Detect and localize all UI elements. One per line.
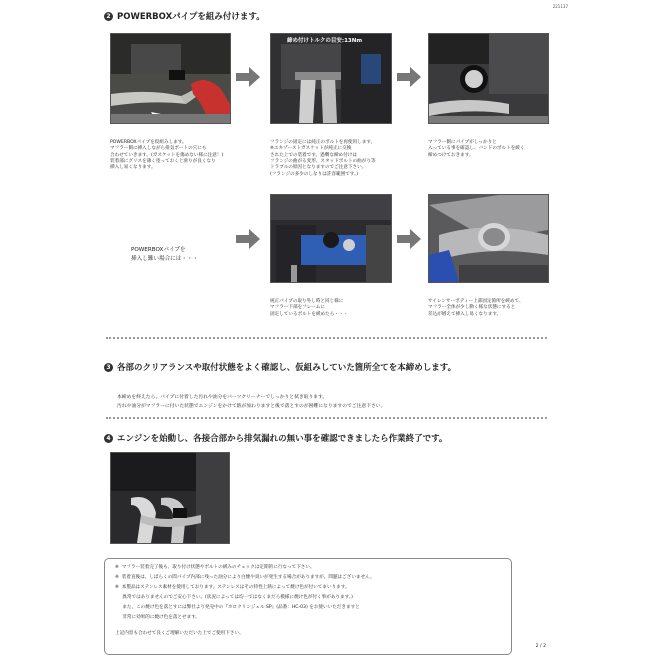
note-line: また、この焼け色を落とすには弊社より発売中の『ホロクリンジェル SP』(品番：HC-03) をお使いいただきますと [115, 605, 360, 610]
note-line: 異常ではありませんのでご安心下さい。(状況によっては均一ではなくまだら模様に焼け色が付く事があります。) [115, 595, 353, 600]
caption-3: マフラー側にパイプがしっかりと 入っている事を確認し、バンドのボルトを緩く 締めつけておきます。 [428, 139, 525, 158]
photo-silencer-image [429, 195, 548, 282]
photo-pipe-install-image [111, 34, 230, 123]
step2-title-text: POWERBOXパイプを組み付けます。 [117, 12, 265, 22]
notes-box [104, 558, 512, 655]
note-line: ※ マフラー装着完了後も、取り付け状態やボルトの緩みのチェックは定期的に行なって下さい。 [115, 565, 315, 570]
photo-frame-bolt-image [271, 195, 391, 282]
step4-title-text: エンジンを始動し、各接合部から排気漏れの無い事を確認できましたら作業終了です。 [117, 434, 448, 444]
hard-to-insert-text: POWERBOXパイプを 挿入し難い場合には・・・ [131, 247, 199, 262]
photo-band-bolt [428, 33, 549, 124]
step-number-badge: 2 [104, 12, 113, 21]
step3-title-text: 各部のクリアランスや取付状態をよく確認し、仮組みしていた箇所全てを本締めします。 [117, 363, 457, 373]
section-divider [106, 417, 547, 419]
step4-title [104, 432, 447, 444]
photo-flange-bolt [270, 33, 392, 124]
photo-finished-exhaust [110, 452, 230, 544]
section-divider [106, 337, 547, 339]
step3-body: 本締めを終えたら、パイプに付着した汚れや油分をパーツクリーナーでしっかりと拭き取ります。 汚れや油分がマフラーに付いた状態でエンジンをかけて熱が加わりますと後で落とすのが困難になりますのでご注意下さい。 [117, 395, 386, 409]
note-line: ※ 本製品はステンレス素材を使用しております。ステンレスはその特性上熱によって焼け色が付いてまいります。 [115, 585, 350, 590]
step-number-badge: 4 [104, 434, 113, 443]
note-line: 上記内容も合わせて良くご理解いただいた上でご使用下さい。 [115, 631, 244, 636]
caption-5: サイレンサーボディー上部固定箇所を緩めて、 マフラー全体が少し動く様な状態にすると 差込が増えて挿入し易くなります。 [428, 298, 524, 317]
caption-2: フランジの固定には純正のボルトを再使用します。 ※エキゾーストガスケットが純正に交換 された上での装着です。過剰な締め付けは フランジの曲がる変形、スタッドボルトの曲がり等 トラブルの原因となりますのでご注意下さい。 (フランジの多少のしなりは許容範囲です。) [270, 139, 376, 177]
note-line: 非常に効果的に焼け色を落とせます。 [115, 615, 201, 620]
document-id: 221137 [552, 4, 568, 9]
torque-overlay-text: 締め付けトルクの目安:13Nm [287, 38, 363, 44]
photo-finished-exhaust-image [111, 453, 229, 543]
photo-pipe-install [110, 33, 231, 124]
caption-4: 純正パイプの取り外し時と同じ様に マフラー下部をフレームに 固定しているボルトを緩めたら・・・ [270, 298, 349, 317]
photo-flange-bolt-image [271, 34, 391, 123]
page-number: 2 / 2 [535, 644, 546, 649]
note-line: ※ 装着直後は、しばらくの間パイプ内部に残った油分により白煙や臭いが発生する場合がありますが、問題はございません。 [115, 575, 375, 580]
step3-title [104, 361, 456, 373]
photo-band-bolt-image [429, 34, 548, 123]
photo-frame-bolt [270, 194, 392, 283]
step2-title [104, 10, 265, 22]
photo-silencer [428, 194, 549, 283]
caption-1: POWERBOXパイプを仮組みします。 マフラー側に挿入しながら排気ポートの穴にも 合わせていきます。(ガスケットを傷めない様に注意！) 装着部にグリスを薄く塗っておくと滑りが良くなり 挿入し易くなります。 [110, 139, 224, 171]
step-number-badge: 3 [104, 363, 113, 372]
